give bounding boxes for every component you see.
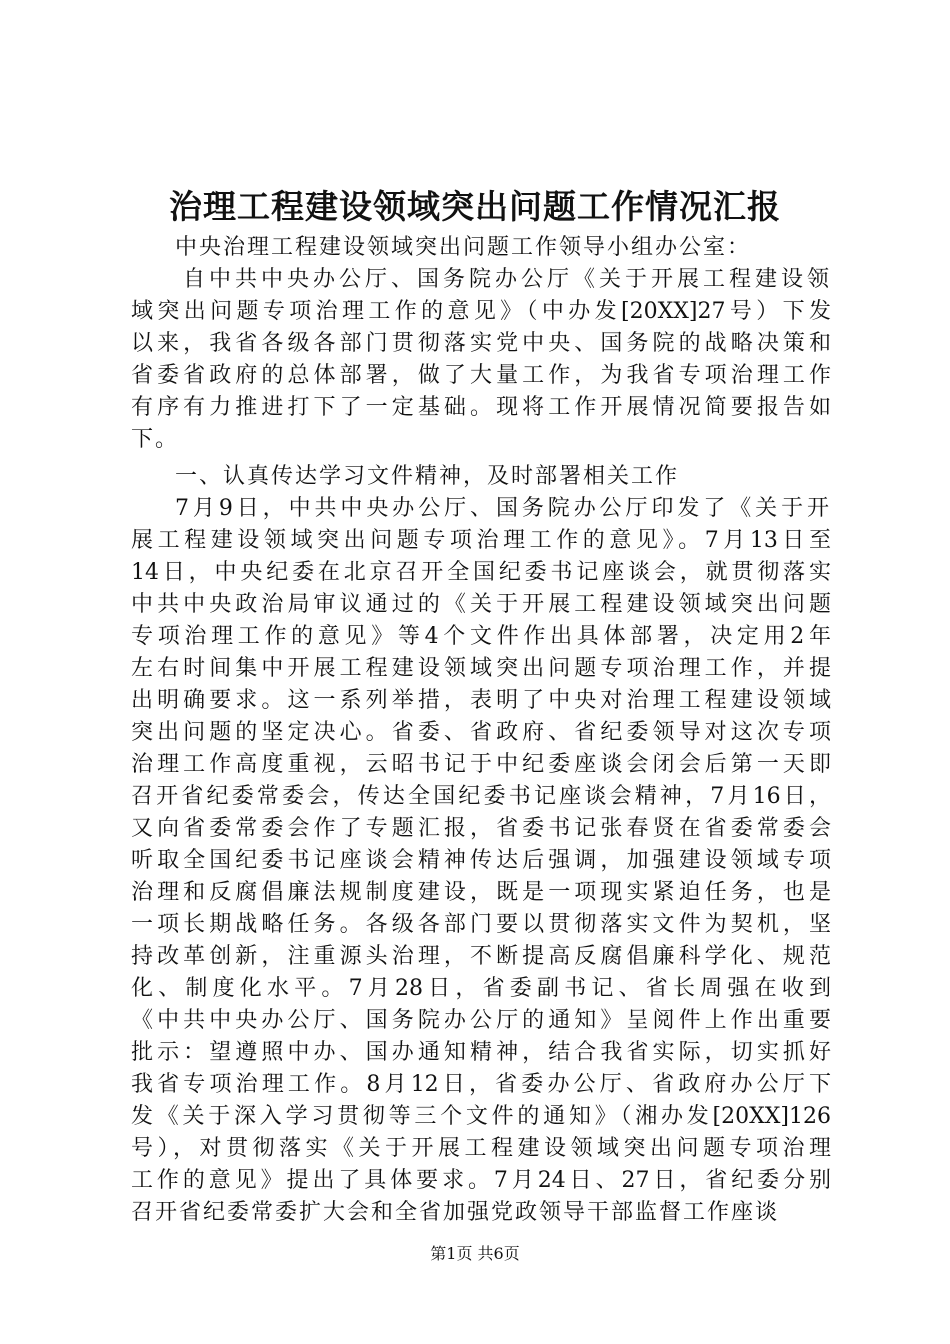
text-line: 工作的意见》提出了具体要求。7月24日、27日，省纪委分别 [131,1168,831,1193]
text-line: 7月9日，中共中央办公厅、国务院办公厅印发了《关于开 [175,496,831,521]
text-line: 批示：望遵照中办、国办通知精神，结合我省实际，切实抓好 [131,1040,831,1065]
section-heading: 一、认真传达学习文件精神，及时部署相关工作 [175,464,680,489]
text-line: 一项长期战略任务。各级各部门要以贯彻落实文件为契机，坚 [131,912,831,937]
text-line: 出明确要求。这一系列举措，表明了中央对治理工程建设领域 [131,688,831,713]
text-line: 突出问题的坚定决心。省委、省政府、省纪委领导对这次专项 [131,720,831,745]
text-line: 展工程建设领域突出问题专项治理工作的意见》。7月13日至 [131,528,831,553]
text-line: 省委省政府的总体部署，做了大量工作，为我省专项治理工作 [131,363,831,388]
text-line: 又向省委常委会作了专题汇报，省委书记张春贤在省委常委会 [131,816,831,841]
text-line: 域突出问题专项治理工作的意见》（中办发[20XX]27号）下发 [131,299,831,324]
document-body [131,232,831,1229]
text-line: 左右时间集中开展工程建设领域突出问题专项治理工作，并提 [131,656,831,681]
text-line: 治理工作高度重视，云昭书记于中纪委座谈会闭会后第一天即 [131,752,831,777]
text-line: 以来，我省各级各部门贯彻落实党中央、国务院的战略决策和 [131,331,831,356]
text-line: 我省专项治理工作。8月12日，省委办公厅、省政府办公厅下 [131,1072,831,1097]
text-line: 听取全国纪委书记座谈会精神传达后强调，加强建设领域专项 [131,848,831,873]
text-line: 14日，中央纪委在北京召开全国纪委书记座谈会，就贯彻落实 [131,560,831,585]
paragraph-2 [131,493,831,1229]
page-footer: 第1页 共6页 [430,1244,520,1263]
text-line: 发《关于深入学习贯彻等三个文件的通知》（湘办发[20XX]126 [131,1104,831,1129]
document-title: 治理工程建设领域突出问题工作情况汇报 [169,187,781,226]
text-line: 《中共中央办公厅、国务院办公厅的通知》呈阅件上作出重要 [131,1008,831,1033]
paragraph-1 [131,264,831,456]
text-line: 持改革创新，注重源头治理，不断提高反腐倡廉科学化、规范 [131,944,831,969]
text-line: 召开省纪委常委扩大会和全省加强党政领导干部监督工作座谈 [131,1200,780,1225]
salutation: 中央治理工程建设领域突出问题工作领导小组办公室： [175,235,752,260]
text-line: 有序有力推进打下了一定基础。现将工作开展情况简要报告如 [131,395,831,420]
text-line: 下。 [131,427,180,452]
text-line: 专项治理工作的意见》等4个文件作出具体部署，决定用2年 [131,624,831,649]
text-line: 号），对贯彻落实《关于开展工程建设领域突出问题专项治理 [131,1136,831,1161]
text-line: 化、制度化水平。7月28日，省委副书记、省长周强在收到 [131,976,831,1001]
text-line: 召开省纪委常委会，传达全国纪委书记座谈会精神，7月16日， [131,784,831,809]
text-line: 治理和反腐倡廉法规制度建设，既是一项现实紧迫任务，也是 [131,880,831,905]
text-line: 中共中央政治局审议通过的《关于开展工程建设领域突出问题 [131,592,831,617]
text-line: 自中共中央办公厅、国务院办公厅《关于开展工程建设领 [183,267,831,292]
